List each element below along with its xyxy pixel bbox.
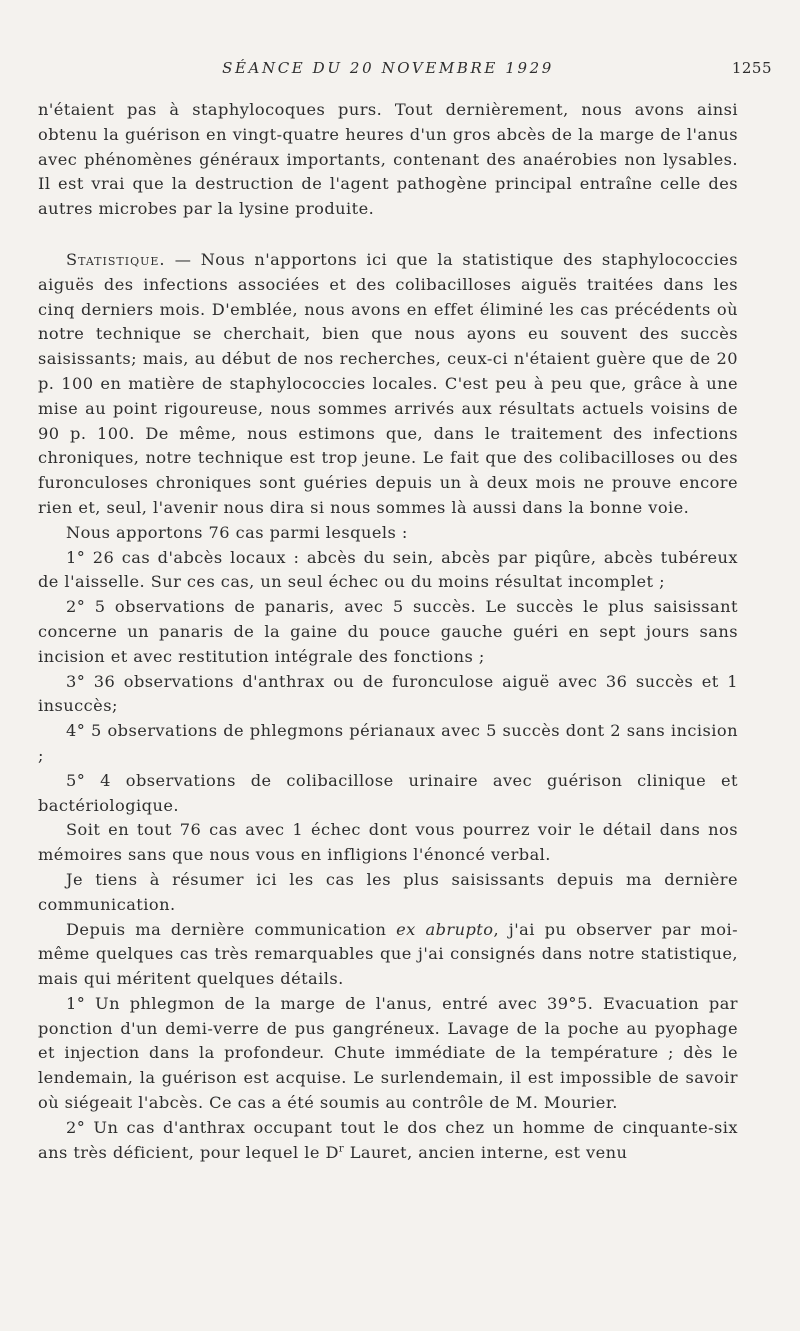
text-segment: , j'ai pu observer par moi-même quelques cas très remarquables que j'ai consignés dans notre statistique, mais qui méritent quelques détails. bbox=[38, 919, 738, 989]
list-item-anthrax: 3° 36 observations d'anthrax ou de furonculose aiguë avec 36 succès et 1 insuccès; bbox=[38, 671, 738, 716]
text-segment: Depuis ma dernière communication bbox=[66, 919, 397, 939]
paragraph-statistique bbox=[38, 248, 738, 521]
text-segment: 2° Un cas d'anthrax occupant tout le dos chez un homme de cinquante-six ans très déficient, pour lequel le D bbox=[38, 1117, 738, 1162]
italic-phrase: ex abrupto bbox=[396, 919, 494, 939]
superscript: r bbox=[338, 1143, 345, 1155]
list-item-abces: 1° 26 cas d'abcès locaux : abcès du sein, abcès par piqûre, abcès tubéreux de l'aisselle. Sur ces cas, un seul échec ou du moins résultat incomplet ; bbox=[38, 547, 738, 592]
page-number: 1255 bbox=[731, 59, 772, 77]
case-anthrax bbox=[38, 1116, 738, 1166]
list-item-phlegmons: 4° 5 observations de phlegmons périanaux avec 5 succès dont 2 sans incision ; bbox=[38, 721, 738, 765]
paragraph-continuation: n'étaient pas à staphylocoques purs. Tout dernièrement, nous avons ainsi obtenu la guérison en vingt-quatre heures d'un gros abcès de la marge de l'anus avec phénomènes généraux importants, contenant des anaérobies non lysables. Il est vrai que la destruction de l'agent pathogène principal entraîne celle des autres microbes par la lysine produite. bbox=[38, 100, 738, 219]
section-heading-statistique: Statistique. bbox=[66, 249, 166, 269]
document-page bbox=[38, 56, 772, 1165]
list-item-panaris: 2° 5 observations de panaris, avec 5 succès. Le succès le plus saisissant concerne un panaris de la gaine du pouce gauche guéri en sept jours sans incision et avec restitution intégrale des fonctions ; bbox=[38, 597, 738, 666]
paragraph-resume: Je tiens à résumer ici les cas les plus saisissants depuis ma dernière communication. bbox=[38, 869, 738, 914]
paragraph-statistique-text: — Nous n'apportons ici que la statistique des staphylococcies aiguës des infections associées et des colibacilloses aiguës traitées dans les cinq derniers mois. D'emblée, nous avons en effet éliminé les cas précédents où notre technique se cherchait, bien que nous ayons eu souvent des succès saisissants; mais, au début de nos recherches, ceux-ci n'étaient guère que de 20 p. 100 en matière de staphylococcies locales. C'est peu à peu que, grâce à une mise au point rigoureuse, nous sommes arrivés aux résultats actuels voisins de 90 p. 100. De même, nous estimons que, dans le traitement des infections chroniques, notre technique est trop jeune. Le fait que des colibacilloses ou des furonculoses chroniques sont guéries depuis un à deux mois ne prouve encore rien et, seul, l'avenir nous dira si nous sommes là aussi dans la bonne voie. bbox=[38, 249, 738, 517]
header-title: SÉANCE DU 20 NOVEMBRE 1929 bbox=[222, 59, 554, 77]
case-phlegmon: 1° Un phlegmon de la marge de l'anus, entré avec 39°5. Evacuation par ponction d'un demi-verre de pus gangréneux. Lavage de la poche au pyophage et injection dans la profondeur. Chute immédiate de la température ; dès le lendemain, la guérison est acquise. Le surlendemain, il est impossible de savoir où siégeait l'abcès. Ce cas a été soumis au contrôle de M. Mourier. bbox=[38, 993, 738, 1113]
list-item-colibacillose: 5° 4 observations de colibacillose urinaire avec guérison clinique et bactériologique. bbox=[38, 770, 738, 815]
paragraph-cases-intro: Nous apportons 76 cas parmi lesquels : bbox=[66, 522, 408, 542]
paragraph-ex-abrupto bbox=[38, 918, 738, 992]
paragraph-total: Soit en tout 76 cas avec 1 échec dont vous pourrez voir le détail dans nos mémoires sans que nous vous en infligions l'énoncé verbal. bbox=[38, 820, 738, 865]
text-segment: Lauret, ancien interne, est venu bbox=[344, 1142, 628, 1162]
running-header bbox=[38, 56, 772, 84]
